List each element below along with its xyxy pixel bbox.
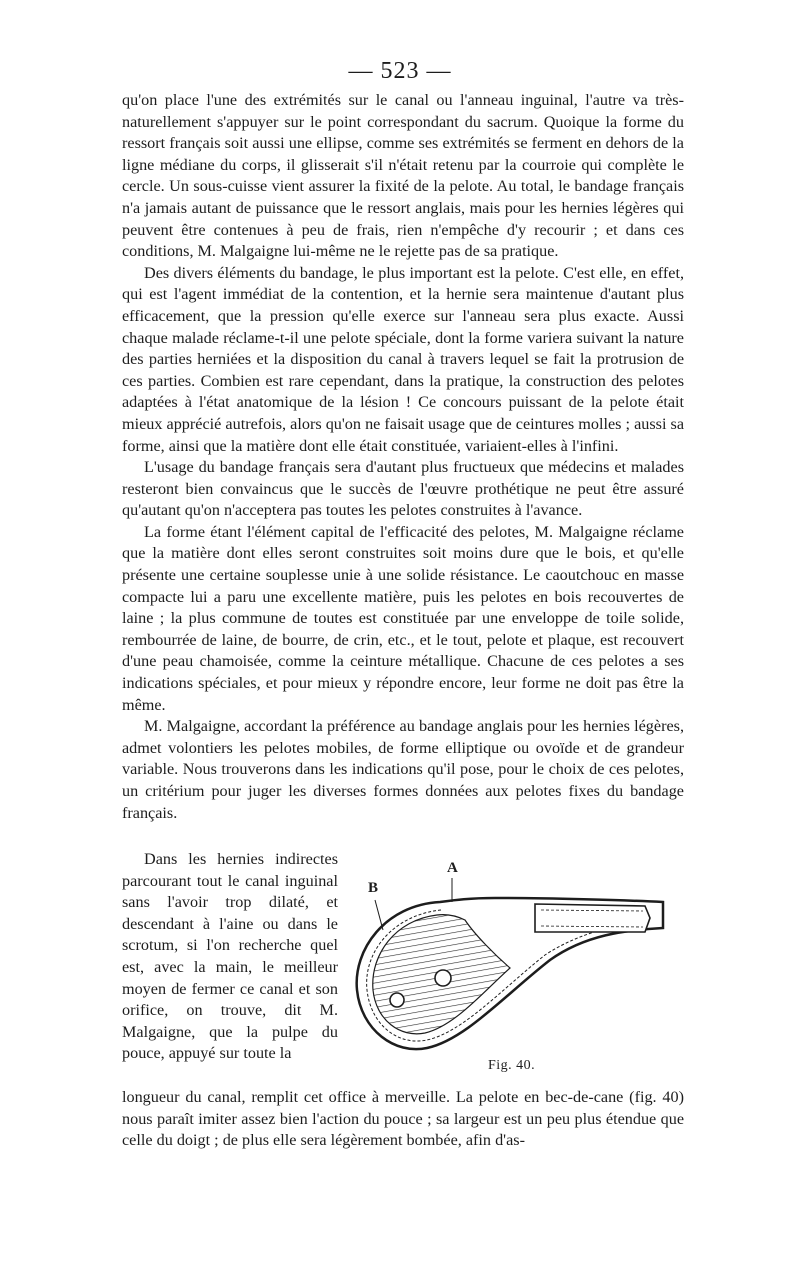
pad-knob-upper — [435, 970, 451, 986]
paragraph-malgaigne: M. Malgaigne, accordant la préférence au bandage anglais pour les hernies légères, admet volontiers les pelotes mobiles, de forme elliptique ou ovoïde et de grandeur variable. Nous trouverons dans les indications qu'il pose, pour le choix de ces pelotes, un critérium pour juger les diverses formes données aux pelotes fixes du bandage français. — [122, 717, 684, 822]
spring-strap — [535, 904, 650, 932]
paragraph-forme: La forme étant l'élément capital de l'efficacité des pelotes, M. Malgaigne réclame que la matière dont elles seront construites soit moins dure que le bois, et qu'elle présente une certaine souplesse unie à une solide résistance. Le caoutchouc en masse compacte lui a paru une excellente matière, puis les pelotes en bois recouvertes de laine ; la plus commune de toutes est constituée par une enveloppe de toile solide, rembourrée de laine, de bourre, de crin, etc., et le tout, pelote et plaque, est recouvert d'une peau chamoisée, comme la ceinture métallique. Chacune de ces pelotes a ses indications spéciales, et pour mieux y répondre encore, leur forme ne doit pas être la même. — [122, 522, 684, 714]
truss-pad-drawing — [345, 860, 675, 1082]
paragraph-continued: qu'on place l'une des extrémités sur le canal ou l'anneau inguinal, l'autre va très-naturellement s'appuyer sur le point correspondant du sacrum. Quoique la forme du ressort français soit aussi une ellipse, comme ses extrémités se ferment en dehors de la ligne médiane du corps, il glisserait s'il n'était retenu par la courroie qui complète le cercle. Un sous-cuisse vient assurer la fixité de la pelote. Au total, le bandage français n'a jamais autant de puissance que le ressort anglais, mais pour les hernies légères qui peuvent être contenues à peu de frais, rien n'empêche d'y recourir ; et dans ces conditions, M. Malgaigne lui-même ne le rejette pas de sa pratique. — [122, 91, 684, 261]
page-number: — 523 — — [348, 58, 452, 84]
paragraph-after-figure: longueur du canal, remplit cet office à merveille. La pelote en bec-de-cane (fig. 40) nous paraît imiter assez bien l'action du pouce ; sa largeur est un peu plus étendue que celle du doigt ; de plus elle sera légèrement bombée, afin d'as- — [122, 1088, 684, 1150]
after-figure-text-block — [122, 1087, 684, 1152]
wrapped-paragraph-block — [122, 849, 338, 1065]
body-text — [122, 90, 684, 824]
pad-knob-lower — [390, 993, 404, 1007]
figure-label-a: A — [447, 860, 458, 876]
figure-caption: Fig. 40. — [488, 1058, 536, 1073]
paragraph-pelote: Des divers éléments du bandage, le plus important est la pelote. C'est elle, en effet, qui est l'agent immédiat de la contention, et la hernie sera maintenue d'autant plus efficacement, que la pression qu'elle exerce sur l'anneau sera plus exacte. Aussi chaque malade réclame-t-il une pelote spéciale, dont la forme variera suivant la nature des parties herniées et la disposition du canal à travers lequel se fait la protrusion de ces parties. Combien est rare cependant, dans la pratique, la construction des pelotes adaptées à l'état anatomique de la lésion ! Ce concours puissant de la pelote était mieux apprécié autrefois, alors qu'on ne faisait usage que de ceintures molles ; aussi sa forme, ainsi que la matière dont elle était constituée, variaient-elles à l'infini. — [122, 263, 684, 455]
paragraph-hernies-indirectes: Dans les hernies indirectes parcourant tout le canal inguinal sans l'avoir trop dilaté, et descendant à l'aine ou dans le scrotum, si l'on recherche quel est, avec la main, le meilleur moyen de fermer ce canal et son orifice, on trouve, dit M. Malgaigne, que la pulpe du pouce, appuyé sur toute la — [122, 850, 338, 1063]
paragraph-usage: L'usage du bandage français sera d'autant plus fructueux que médecins et malades resteront bien convaincus que le succès de l'œuvre prothétique ne peut être assuré qu'autant qu'on n'acceptera pas toutes les pelotes construites à l'avance. — [122, 458, 684, 520]
figure-40-illustration — [345, 860, 675, 1082]
figure-label-b: B — [368, 880, 379, 896]
